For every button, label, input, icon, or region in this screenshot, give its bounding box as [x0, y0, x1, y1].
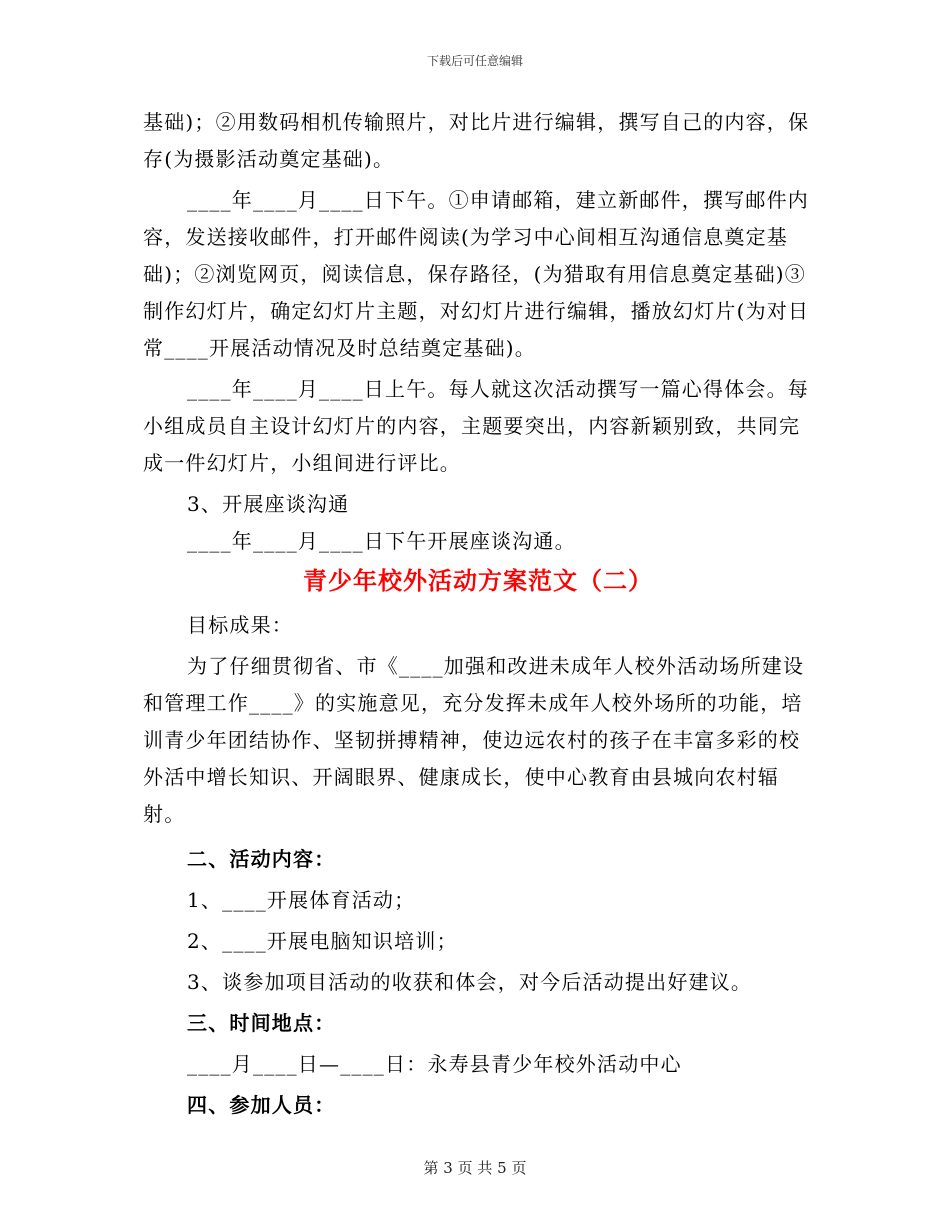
paragraph-time-location: ____月____日—____日：永寿县青少年校外活动中心 — [187, 1052, 682, 1076]
page-footer: 第 3 页 共 5 页 — [423, 1159, 527, 1177]
paragraph-morning-activities: ____年____月____日上午。每人就这次活动撰写一篇心得体会。每小组成员自主设计幻灯片的内容，主题要突出，内容新颖别致，共同完成一件幻灯片，小组间进行评比。 — [143, 377, 809, 475]
document-body — [143, 104, 813, 1124]
heading-discussion: 3、开展座谈沟通 — [187, 492, 350, 516]
page-header: 下载后可任意编辑 — [426, 54, 523, 68]
section-title: 青少年校外活动方案范文（二） — [303, 566, 653, 595]
list-item-feedback: 3、谈参加项目活动的收获和体会，对今后活动提出好建议。 — [187, 970, 753, 994]
list-item-sports: 1、____开展体育活动； — [187, 888, 416, 912]
heading-activity-content: 二、活动内容： — [187, 847, 336, 871]
goals-label: 目标成果： — [187, 613, 293, 637]
list-item-computer-training: 2、____开展电脑知识培训； — [187, 929, 458, 953]
paragraph-discussion-time: ____年____月____日下午开展座谈沟通。 — [187, 529, 576, 553]
paragraph-continuation: 基础)；②用数码相机传输照片，对比片进行编辑，撰写自己的内容，保存(为摄影活动奠定基础)。 — [143, 110, 810, 171]
paragraph-goals: 为了仔细贯彻省、市《____加强和改进未成年人校外活动场所建设和管理工作____》的实施意见，充分发挥未成年人校外场所的功能，培训青少年团结协作、坚韧拼搏精神，使边远农村的孩子在丰富多彩的校外活中增长知识、开阔眼界、健康成长，使中心教育由县城向农村辐射。 — [143, 654, 805, 826]
paragraph-afternoon-activities: ____年____月____日下午。①申请邮箱，建立新邮件，撰写邮件内容，发送接收邮件，打开邮件阅读(为学习中心间相互沟通信息奠定基础)；②浏览网页，阅读信息，保存路径，(为猎取有用信息奠定基础)③制作幻灯片，确定幻灯片主题，对幻灯片进行编辑，播放幻灯片(为对日常____开展活动情况及时总结奠定基础)。 — [143, 188, 810, 360]
heading-time-location: 三、时间地点： — [187, 1011, 336, 1035]
heading-participants: 四、参加人员： — [187, 1093, 336, 1117]
